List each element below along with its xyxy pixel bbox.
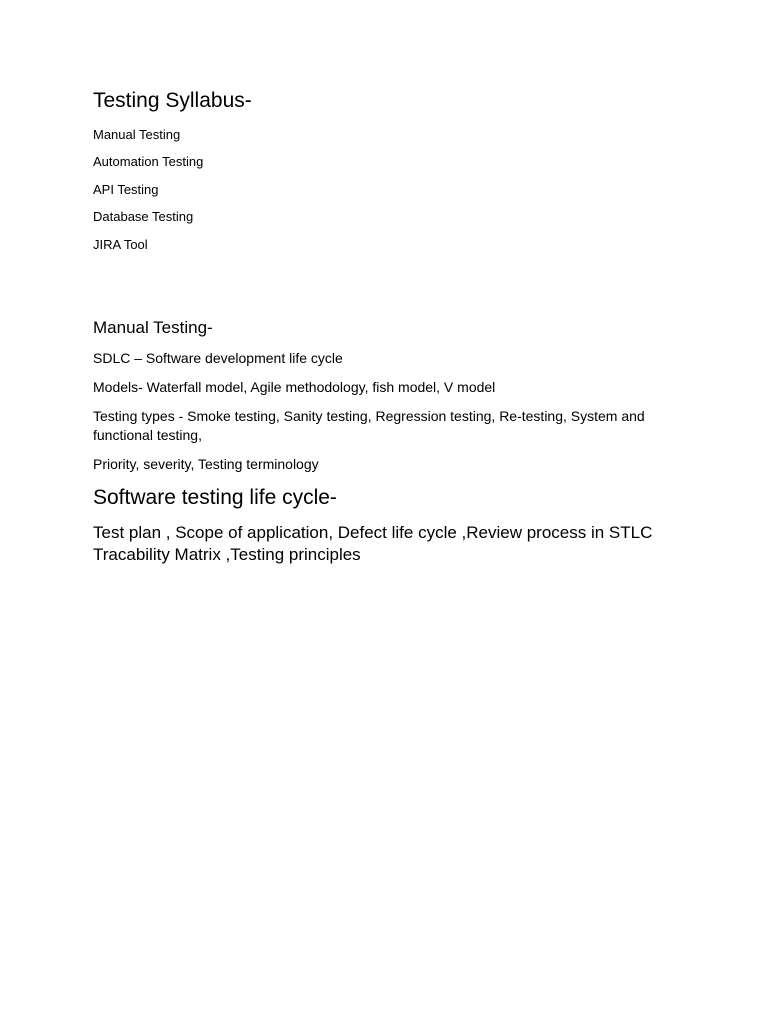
sdlc-line: SDLC – Software development life cycle: [93, 350, 343, 366]
stlc-line-1: Test plan , Scope of application, Defect life cycle ,Review process in STLC: [93, 523, 653, 542]
priority-line: Priority, severity, Testing terminology: [93, 456, 319, 472]
syllabus-item-automation-testing: Automation Testing: [93, 154, 204, 169]
syllabus-heading: Testing Syllabus-: [93, 89, 252, 112]
syllabus-item-jira-tool: JIRA Tool: [93, 237, 148, 252]
syllabus-item-manual-testing: Manual Testing: [93, 127, 181, 142]
testing-types-line: Testing types - Smoke testing, Sanity testing, Regression testing, Re-testing, System and functional testing,: [93, 408, 645, 443]
models-line: Models- Waterfall model, Agile methodology, fish model, V model: [93, 379, 496, 395]
stlc-line-2: Tracability Matrix ,Testing principles: [93, 545, 361, 564]
syllabus-item-database-testing: Database Testing: [93, 209, 194, 224]
manual-testing-heading: Manual Testing-: [93, 318, 213, 337]
stlc-heading: Software testing life cycle-: [93, 486, 337, 509]
syllabus-item-api-testing: API Testing: [93, 182, 159, 197]
